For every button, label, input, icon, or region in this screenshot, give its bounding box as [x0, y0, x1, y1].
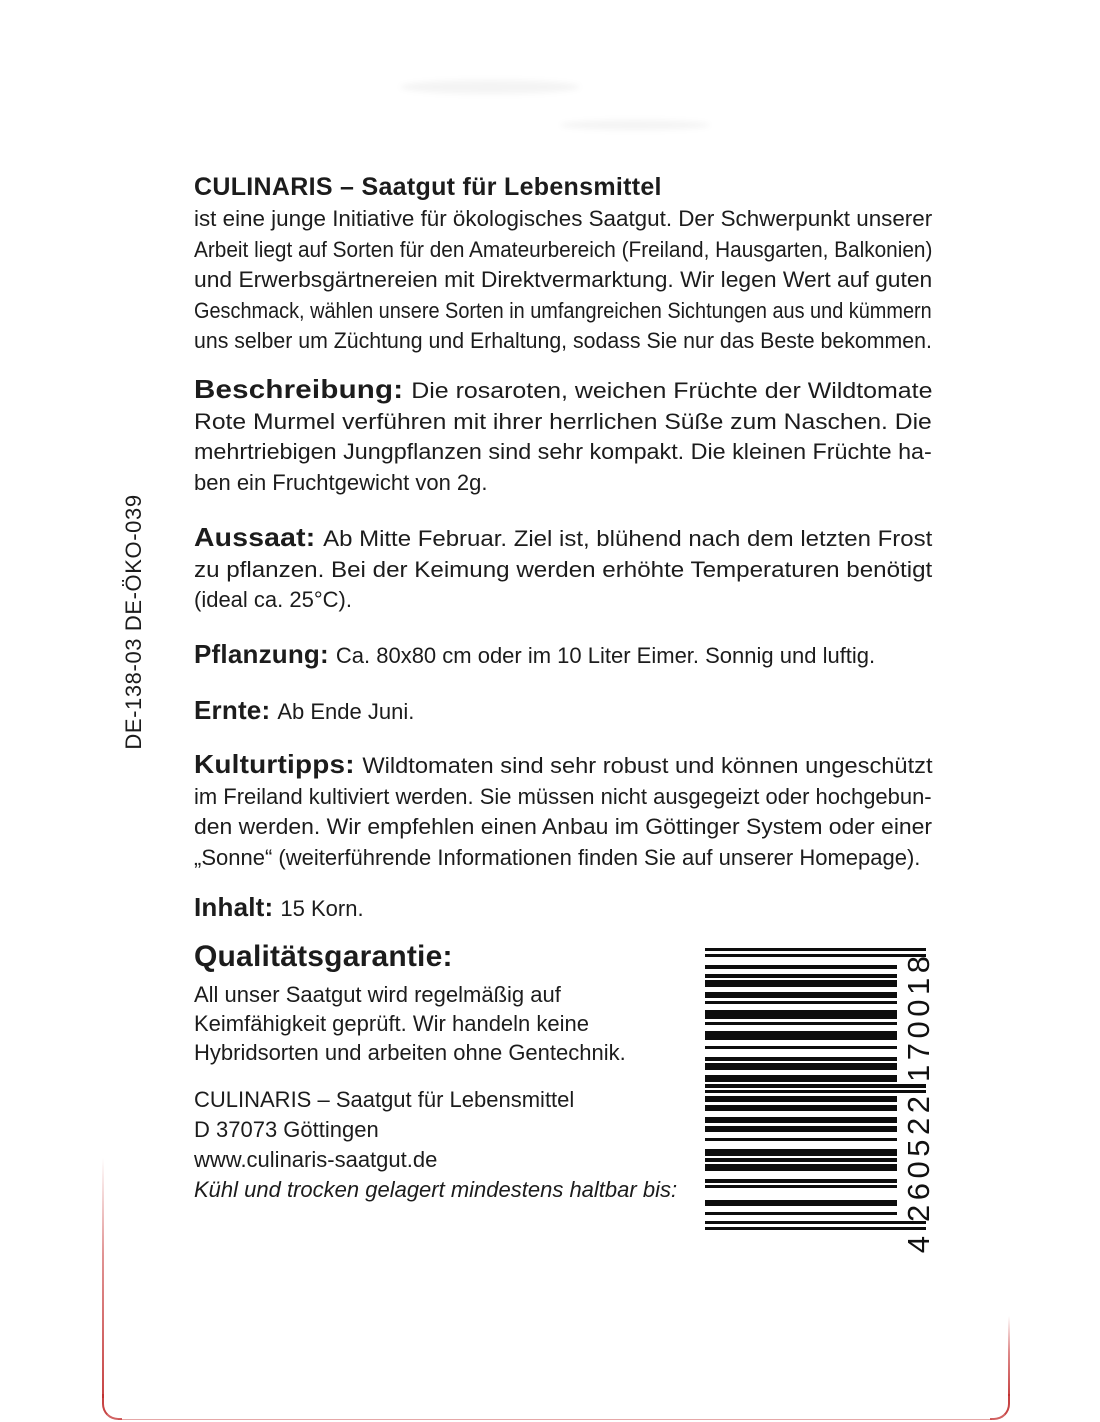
ean13-barcode [705, 948, 945, 1254]
barcode-bar [705, 965, 897, 968]
barcode-digits: 2 6 0 5 2 2 [901, 1096, 936, 1222]
barcode-bar [705, 1221, 926, 1224]
text-line: All unser Saatgut wird regelmäßig auf [194, 982, 561, 1007]
barcode-bar [705, 1037, 897, 1040]
barcode-bar [705, 1057, 897, 1060]
text-line: Rote Murmel verführen mit ihrer herrlichen Süße zum Naschen. Die [194, 408, 932, 434]
barcode-digits: 1 7 0 0 1 8 [901, 956, 936, 1082]
intro-paragraph [194, 204, 932, 357]
text-line: uns selber um Züchtung und Erhaltung, sodass Sie nur das Beste bekommen. [194, 328, 932, 353]
barcode-bar [705, 1152, 897, 1155]
text-line: Aussaat: Ab Mitte Februar. Ziel ist, blühend nach dem letzten Frost [194, 522, 933, 552]
text-line: Keimfähigkeit geprüft. Wir handeln keine [194, 1011, 589, 1036]
barcode-bar [705, 1164, 897, 1167]
text-line: Hybridsorten und arbeiten ohne Gentechnik. [194, 1040, 626, 1065]
section-heading: Beschreibung: [194, 374, 404, 404]
barcode-bar [705, 1066, 897, 1069]
brand-title: CULINARIS – Saatgut für Lebensmittel [194, 173, 662, 201]
section-heading: Aussaat: [194, 522, 316, 552]
barcode-bar [705, 974, 897, 977]
barcode-bar [705, 1185, 897, 1188]
barcode-bar [705, 1203, 897, 1206]
scan-smudge [560, 120, 710, 130]
barcode-bar [705, 1001, 897, 1004]
die-cut-line-bottom [118, 1419, 992, 1420]
scan-smudge [400, 80, 580, 94]
barcode-bar [705, 1034, 897, 1037]
barcode-bar [705, 980, 897, 983]
barcode-bar [705, 1046, 897, 1049]
barcode-bar [705, 995, 897, 998]
section-ernte [194, 695, 932, 728]
barcode-bar [705, 1084, 926, 1087]
text-line: CULINARIS – Saatgut für Lebensmittel [194, 1087, 575, 1112]
section-beschreibung [194, 374, 932, 498]
barcode-bar [705, 1078, 897, 1081]
text-line: Geschmack, wählen unsere Sorten in umfangreichen Sichtungen aus und kümmern [194, 297, 932, 323]
barcode-bar [705, 1016, 897, 1019]
section-heading: Pflanzung: [194, 639, 329, 669]
section-heading: Ernte: [194, 695, 271, 725]
barcode-bar [705, 1149, 897, 1152]
section-heading: Inhalt: [194, 892, 274, 922]
text-line: im Freiland kultiviert werden. Sie müssen nicht ausgegeizt oder hochgebun- [194, 783, 932, 809]
barcode-bar [705, 1099, 897, 1102]
barcode-bar [705, 1212, 897, 1215]
barcode-bar [705, 1063, 897, 1066]
text-line: mehrtriebigen Jungpflanzen sind sehr kompakt. Die kleinen Früchte ha- [194, 439, 932, 464]
text-line: zu pflanzen. Bei der Keimung werden erhöhte Temperaturen benötigt [194, 556, 933, 582]
section-inhalt [194, 892, 932, 925]
text-line: ben ein Fruchtgewicht von 2g. [194, 469, 488, 495]
text-line: und Erwerbsgärtnereien mit Direktvermarktung. Wir legen Wert auf guten [194, 267, 933, 292]
barcode-bar [705, 1105, 897, 1108]
barcode-bar [705, 1129, 897, 1132]
eco-certification-code: DE-138-03 DE-ÖKO-039 [121, 494, 146, 750]
barcode-bar [705, 1158, 897, 1161]
barcode-bar [705, 1010, 897, 1013]
section-pflanzung [194, 639, 932, 672]
die-cut-corner-bottom-left [102, 1394, 122, 1420]
die-cut-corner-bottom-right [990, 1394, 1010, 1420]
barcode-bar [705, 1120, 897, 1123]
die-cut-line-right [1008, 1316, 1010, 1396]
barcode-bar [705, 1167, 897, 1170]
text-line: den werden. Wir empfehlen einen Anbau im Göttinger System oder einer [194, 814, 933, 839]
barcode-bar [705, 1126, 897, 1129]
barcode-digits: 4 [901, 1236, 936, 1254]
section-heading: Kulturtipps: [194, 749, 355, 779]
section-kulturtipps [194, 749, 932, 873]
barcode-bar [705, 1022, 897, 1025]
text-line: Beschreibung: Die rosaroten, weichen Früchte der Wildtomate [194, 374, 933, 404]
text-line: www.culinaris-saatgut.de [194, 1147, 438, 1172]
text-line: ist eine junge Initiative für ökologisches Saatgut. Der Schwerpunkt unserer [194, 206, 933, 231]
text-line: Kühl und trocken gelagert mindestens haltbar bis: [194, 1177, 678, 1202]
text-line: D 37073 Göttingen [194, 1117, 379, 1142]
barcode-bar [705, 1138, 897, 1141]
barcode-bar [705, 948, 926, 951]
barcode-bar [705, 1090, 926, 1093]
barcode-bar [705, 983, 897, 986]
text-line: Inhalt: 15 Korn. [194, 892, 364, 922]
section-aussaat [194, 522, 932, 616]
quality-guarantee-heading: Qualitätsgarantie: [194, 940, 453, 973]
barcode-bar [705, 954, 926, 957]
text-line: (ideal ca. 25°C). [194, 587, 352, 612]
text-line: Pflanzung: Ca. 80x80 cm oder im 10 Liter Eimer. Sonnig und luftig. [194, 639, 876, 669]
text-line: Arbeit liegt auf Sorten für den Amateurbereich (Freiland, Hausgarten, Balkonien) [194, 236, 933, 262]
text-line: Ernte: Ab Ende Juni. [194, 695, 415, 725]
barcode-bar [705, 1031, 897, 1034]
die-cut-line-left [102, 1158, 104, 1398]
barcode-bar [705, 1013, 897, 1016]
ean13-bars [705, 948, 945, 1254]
barcode-bar [705, 1096, 897, 1099]
barcode-bar [705, 1075, 897, 1078]
barcode-bar [705, 992, 897, 995]
text-line: Kulturtipps: Wildtomaten sind sehr robust und können ungeschützt [194, 749, 933, 779]
barcode-bar [705, 1117, 897, 1120]
barcode-bar [705, 1179, 897, 1182]
barcode-bar [705, 1108, 897, 1111]
barcode-bar [705, 1227, 926, 1230]
text-line: „Sonne“ (weiterführende Informationen finden Sie auf unserer Homepage). [194, 844, 921, 870]
barcode-bar [705, 1200, 897, 1203]
